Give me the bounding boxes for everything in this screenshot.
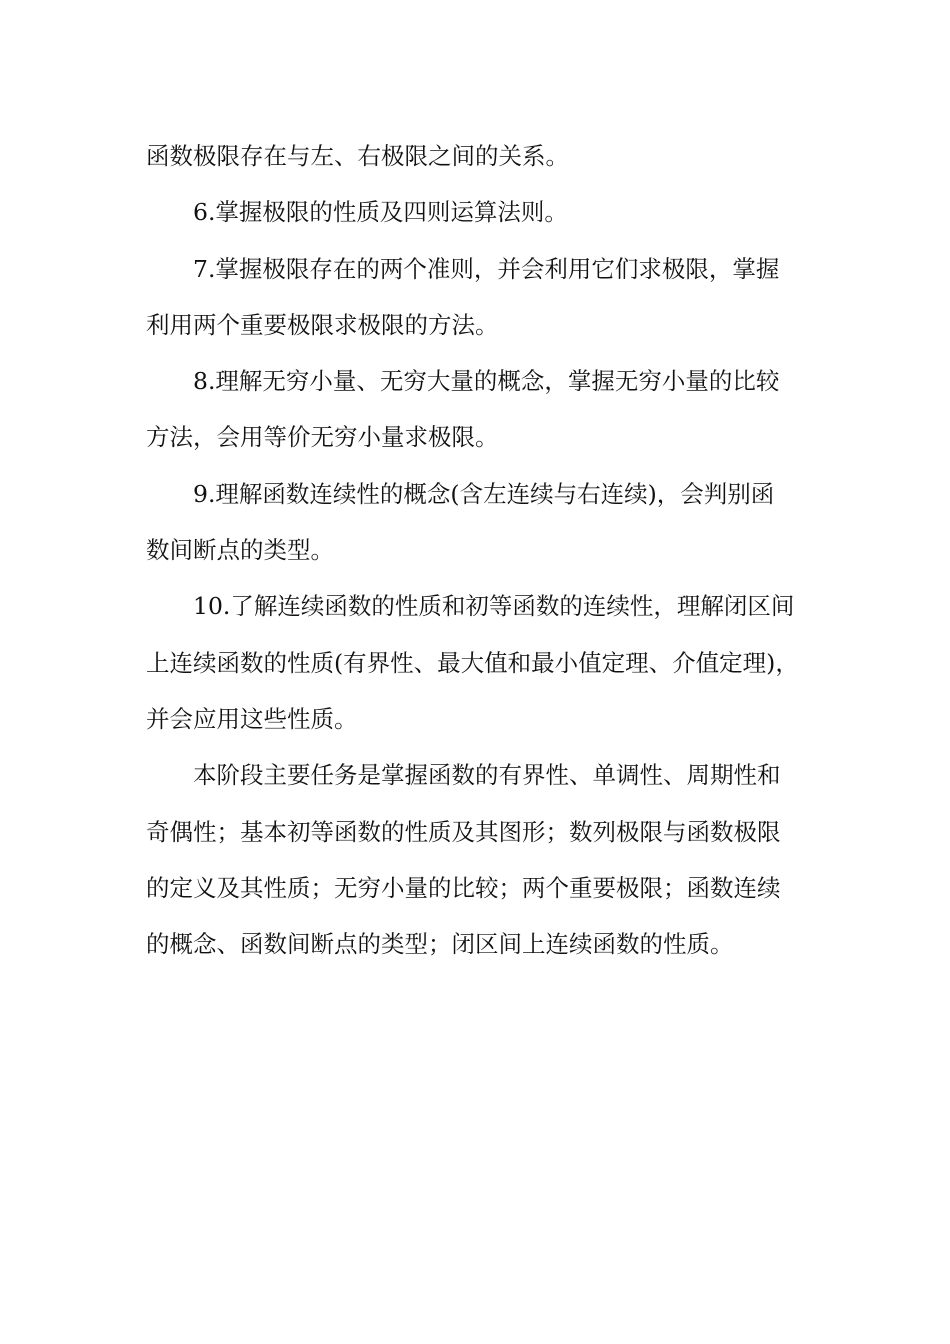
text-line: 的定义及其性质；无穷小量的比较；两个重要极限；函数连续: [146, 873, 781, 902]
text-line: 奇偶性；基本初等函数的性质及其图形；数列极限与函数极限: [146, 817, 781, 846]
text-line: 函数极限存在与左、右极限之间的关系。: [146, 142, 569, 170]
text-line: 10.了解连续函数的性质和初等函数的连续性，理解闭区间: [193, 592, 795, 621]
text-line: 并会应用这些性质。: [146, 704, 358, 733]
text-line: 本阶段主要任务是掌握函数的有界性、单调性、周期性和: [193, 761, 781, 790]
text-line: 9.理解函数连续性的概念(含左连续与右连续)，会判别函: [193, 479, 775, 508]
text-line: 上连续函数的性质(有界性、最大值和最小值定理、介值定理)，: [146, 648, 799, 677]
text-line: 利用两个重要极限求极限的方法。: [146, 310, 499, 339]
text-line: 的概念、函数间断点的类型；闭区间上连续函数的性质。: [146, 930, 734, 959]
text-line: 方法，会用等价无穷小量求极限。: [146, 423, 499, 452]
text-line: 8.理解无穷小量、无穷大量的概念，掌握无穷小量的比较: [193, 367, 780, 396]
text-line: 6.掌握极限的性质及四则运算法则。: [193, 198, 568, 227]
document-body: [146, 128, 811, 972]
text-line: 7.掌握极限存在的两个准则，并会利用它们求极限，掌握: [193, 254, 780, 283]
text-line: 数间断点的类型。: [146, 536, 334, 565]
